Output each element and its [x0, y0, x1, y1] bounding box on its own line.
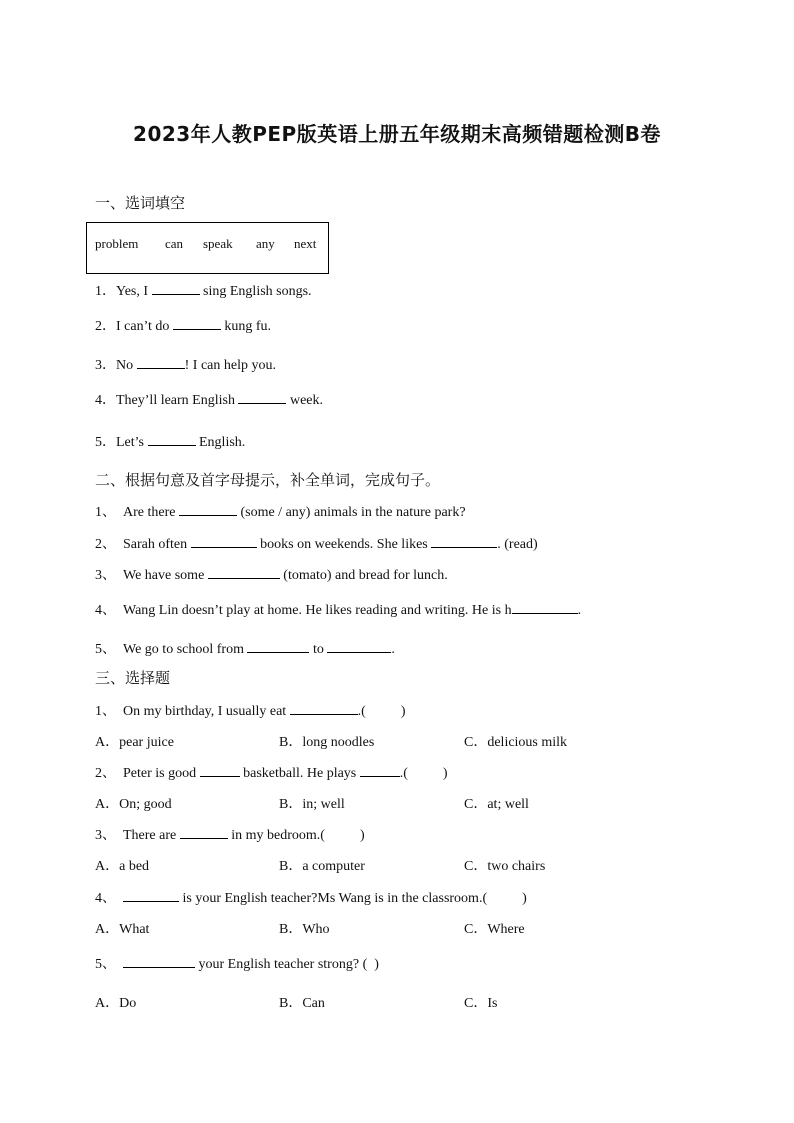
- option-c[interactable]: C．at; well: [464, 797, 529, 812]
- section2-heading: 二、根据句意及首字母提示，补全单词，完成句子。: [95, 471, 441, 489]
- s2-question-2: 2、 Sarah often books on weekends. She likes . (read): [95, 537, 538, 552]
- s1-question-1: 1．Yes, I sing English songs.: [95, 284, 312, 299]
- s1-question-4: 4．They’ll learn English week.: [95, 393, 324, 408]
- s2-question-1: 1、 Are there (some / any) animals in the nature park?: [95, 505, 466, 520]
- answer-blank[interactable]: [179, 503, 237, 516]
- option-a[interactable]: A．What: [95, 922, 150, 937]
- word-bank-item: speak: [203, 236, 233, 251]
- option-c[interactable]: C．two chairs: [464, 859, 546, 874]
- option-a[interactable]: A．On; good: [95, 797, 172, 812]
- answer-blank[interactable]: [123, 955, 195, 968]
- answer-blank[interactable]: [123, 889, 179, 902]
- s2-question-3: 3、 We have some (tomato) and bread for lunch.: [95, 568, 448, 583]
- section1-heading: 一、选词填空: [95, 194, 186, 212]
- option-b[interactable]: B．Who: [279, 922, 330, 937]
- answer-blank[interactable]: [200, 764, 240, 777]
- answer-blank[interactable]: [431, 535, 497, 548]
- word-bank-item: next: [294, 236, 317, 251]
- word-bank-item: any: [256, 236, 275, 251]
- answer-blank[interactable]: [137, 356, 185, 369]
- answer-blank[interactable]: [152, 282, 200, 295]
- word-bank-item: problem: [95, 236, 139, 251]
- option-b[interactable]: B．Can: [279, 996, 325, 1011]
- option-c[interactable]: C．Where: [464, 922, 525, 937]
- answer-blank[interactable]: [238, 391, 286, 404]
- option-c[interactable]: C．delicious milk: [464, 735, 568, 750]
- answer-blank[interactable]: [191, 535, 257, 548]
- section3-heading: 三、选择题: [95, 669, 171, 687]
- answer-blank[interactable]: [208, 566, 280, 579]
- s3-question-3: 3、 There are in my bedroom.( ): [95, 828, 365, 843]
- option-a[interactable]: A．pear juice: [95, 735, 174, 750]
- answer-blank[interactable]: [247, 640, 309, 653]
- answer-blank[interactable]: [148, 433, 196, 446]
- answer-blank[interactable]: [327, 640, 391, 653]
- option-b[interactable]: B．in; well: [279, 797, 345, 812]
- option-c[interactable]: C．Is: [464, 996, 498, 1011]
- s2-question-5: 5、 We go to school from to .: [95, 642, 395, 657]
- answer-blank[interactable]: [360, 764, 400, 777]
- word-bank-item: can: [165, 236, 184, 251]
- s1-question-3: 3．No ! I can help you.: [95, 358, 276, 373]
- page-title: 2023年人教PEP版英语上册五年级期末高频错题检测B卷: [133, 122, 661, 146]
- option-b[interactable]: B．long noodles: [279, 735, 375, 750]
- s1-question-5: 5．Let’s English.: [95, 435, 246, 450]
- answer-blank[interactable]: [290, 702, 358, 715]
- s3-question-5: 5、 your English teacher strong? ( ): [95, 957, 379, 972]
- s3-question-4: 4、 is your English teacher?Ms Wang is in the classroom.( ): [95, 891, 527, 906]
- s2-question-4: 4、 Wang Lin doesn’t play at home. He likes reading and writing. He is h .: [95, 603, 582, 618]
- option-a[interactable]: A．a bed: [95, 859, 150, 874]
- answer-blank[interactable]: [173, 317, 221, 330]
- word-bank: [86, 222, 329, 274]
- option-b[interactable]: B．a computer: [279, 859, 365, 874]
- s1-question-2: 2．I can’t do kung fu.: [95, 319, 272, 334]
- s3-question-1: 1、 On my birthday, I usually eat .( ): [95, 704, 406, 719]
- s3-question-2: 2、 Peter is good basketball. He plays .( ): [95, 766, 448, 781]
- option-a[interactable]: A．Do: [95, 996, 137, 1011]
- answer-blank[interactable]: [512, 601, 578, 614]
- answer-blank[interactable]: [180, 826, 228, 839]
